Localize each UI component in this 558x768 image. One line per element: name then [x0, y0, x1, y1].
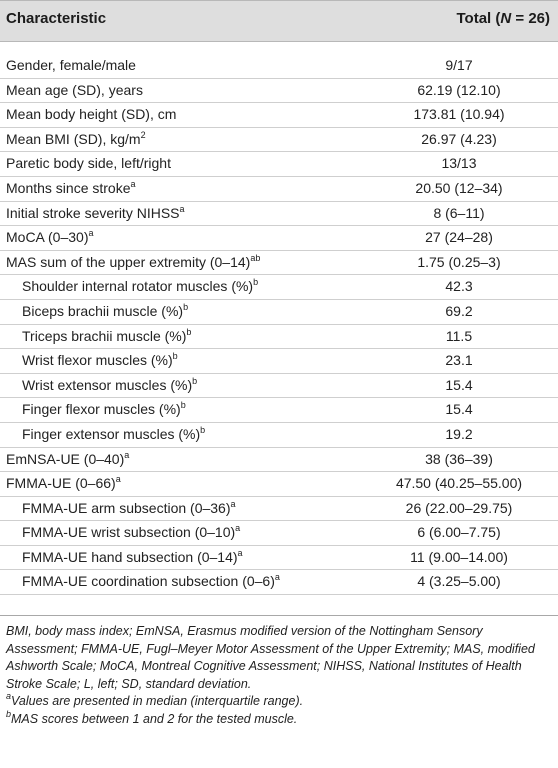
row-label: Mean age (SD), years [6, 81, 143, 98]
row-label: FMMA-UE wrist subsection $(0-10)^a$ [22, 523, 241, 541]
row-value: 13/13 [441, 155, 477, 172]
table-row [0, 54, 558, 79]
table-row [0, 497, 558, 522]
footnote-b: $^b$MAS scores between 1 and 2 for the tested muscle. [6, 708, 298, 726]
footnote-a: $^a$Values are presented in median (interquartile range). [6, 691, 304, 708]
row-label: FMMA-UE $(0-66)^a$ [6, 474, 121, 492]
row-value: 20.50 (12–34) [415, 179, 503, 196]
table-row [0, 398, 558, 423]
header-total [456, 10, 550, 27]
table-row [0, 521, 558, 546]
row-label: Initial stroke severity NIHSS$^a$ [6, 203, 185, 221]
header-total-n: N [500, 10, 512, 27]
row-label: Wrist extensor muscles (%)$^b$ [22, 375, 198, 393]
table-row [0, 325, 558, 350]
row-value: 69.2 [445, 302, 473, 319]
row-value: 9/17 [445, 57, 473, 73]
table-row [0, 177, 558, 202]
table-row [0, 349, 558, 374]
row-label: FMMA-UE arm subsection $(0-36)^a$ [22, 498, 236, 516]
row-label: Finger extensor muscles (%)$^b$ [22, 424, 206, 442]
table-header [0, 0, 558, 42]
table-row [0, 103, 558, 128]
header-characteristic: Characteristic [6, 10, 107, 27]
table-row [0, 152, 558, 177]
row-label: Triceps brachii muscle (%)$^b$ [22, 326, 192, 344]
row-value: 27 (24–28) [425, 229, 493, 246]
row-label: Paretic body side, left/right [6, 155, 171, 172]
row-value: 38 (36–39) [425, 450, 493, 467]
table-row [0, 300, 558, 325]
row-value: 26.97 (4.23) [421, 130, 497, 147]
row-label: MoCA $(0-30)^a$ [6, 228, 94, 246]
table-row [0, 251, 558, 276]
header-total-suffix: = 26) [511, 10, 550, 27]
table-row [0, 546, 558, 571]
row-value: 1.75 (0.25–3) [417, 253, 501, 270]
row-label: Months since stroke$^a$ [6, 178, 136, 196]
table-row [0, 79, 558, 104]
row-label: Wrist flexor muscles (%)$^b$ [22, 351, 178, 369]
abbreviations-note: BMI, body mass index; EmNSA, Erasmus modified version of the Nottingham Sensory Assessment; FMMA-UE, Fugl–Meyer Motor Assessment of the Upper Extremity; MAS, modified Ashworth Scale; MoCA, Montreal Cognitive Assessment; NIHSS, National Institutes of Health Stroke Scale; L, left; SD, standard deviation. [6, 624, 535, 691]
row-label: Shoulder internal rotator muscles (%)$^b$ [22, 277, 259, 295]
bottom-rule [0, 615, 558, 616]
table-row [0, 472, 558, 497]
row-value: 23.1 [445, 352, 473, 369]
table-footnotes [6, 623, 546, 728]
table-row [0, 128, 558, 153]
row-value: 47.50 (40.25–55.00) [395, 475, 523, 492]
table-row [0, 374, 558, 399]
row-label: Biceps brachii muscle (%)$^b$ [22, 301, 189, 319]
row-label: Finger flexor muscles (%)$^b$ [22, 400, 186, 418]
table-row [0, 570, 558, 595]
table-row [0, 275, 558, 300]
row-value: 62.19 (12.10) [417, 81, 501, 98]
table-row [0, 202, 558, 227]
row-value: 19.2 [445, 425, 473, 442]
row-value: 15.4 [445, 401, 473, 418]
row-label: EmNSA-UE $(0-40)^a$ [6, 449, 130, 467]
row-value: 6 (6.00–7.75) [417, 524, 501, 541]
row-value: 26 (22.00–29.75) [405, 499, 513, 516]
row-value: 11 (9.00–14.00) [410, 548, 508, 565]
row-label: FMMA-UE hand subsection $(0-14)^a$ [22, 547, 243, 565]
row-value: 8 (6–11) [433, 204, 485, 221]
row-label: Mean body height (SD), cm [6, 106, 177, 123]
row-value: 11.5 [445, 327, 473, 344]
row-label: FMMA-UE coordination subsection $(0-6)^a$ [22, 572, 280, 590]
table-row [0, 226, 558, 251]
row-label: Mean BMI (SD), $kg/m^2$ [6, 129, 146, 147]
table-body [0, 54, 558, 595]
row-value: 15.4 [445, 376, 473, 393]
row-value: 4 (3.25–5.00) [417, 573, 501, 590]
header-total-prefix: Total ( [456, 10, 501, 27]
table-row [0, 423, 558, 448]
row-label: Gender, female/male [6, 57, 136, 73]
table-row [0, 448, 558, 473]
row-value: 173.81 (10.94) [413, 106, 505, 123]
row-label: MAS sum of the upper extremity $(0-14)^{ab}$ [6, 252, 261, 270]
row-value: 42.3 [445, 278, 473, 295]
